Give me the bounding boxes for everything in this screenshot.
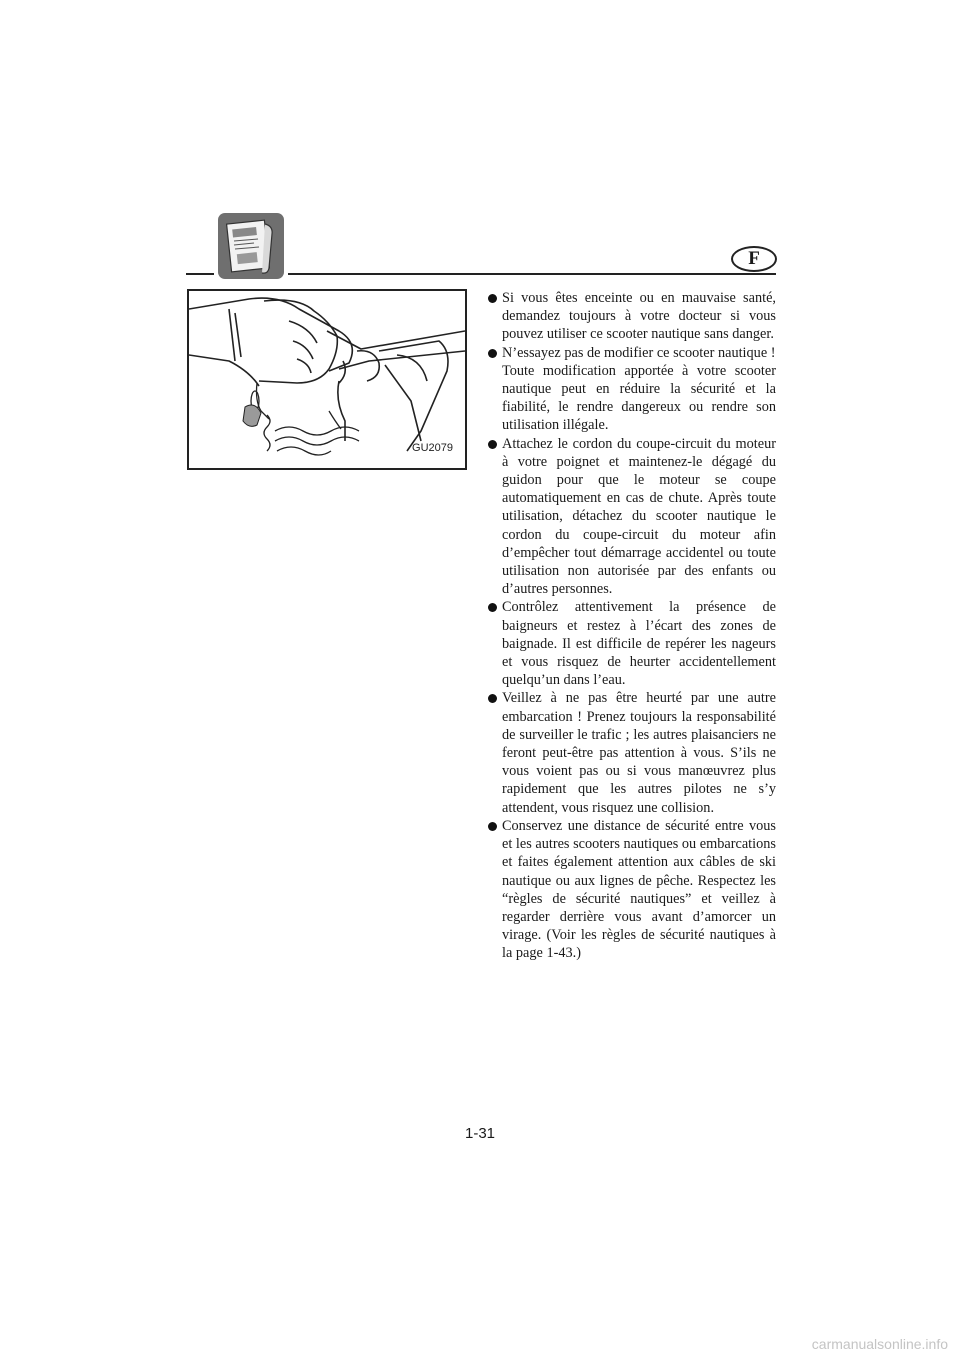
bullet-item [490,598,776,689]
bullet-item [490,344,776,435]
bullet-item [490,689,776,816]
bullet-item [490,817,776,963]
language-badge: F [731,246,777,272]
bullet-icon [488,349,497,358]
header-rule-left [186,273,214,275]
header-rule-right [288,273,776,275]
bullet-text: Conservez une distance de sécurité entre vous et les autres scooters nautiques ou embarcations et faites également attention aux câbles de ski nautique ou aux lignes de pêche. Respectez les “règles de sécurité nautiques” et veillez à regarder derrière vous avant d’amorcer un virage. (Voir les règles de sécurité nautiques à la page 1-43.) [502,817,776,962]
owner-manual-icon [218,213,284,279]
bullet-icon [488,294,497,303]
bullet-text: N’essayez pas de modifier ce scooter nautique ! [502,344,776,361]
safety-bullet-list [490,289,776,963]
bullet-item [490,435,776,599]
wrist-lanyard-illustration [187,289,467,470]
bullet-text: Attachez le cordon du coupe-circuit du moteur à votre poignet et maintenez-le dégagé du guidon pour que le moteur se coupe automatiquement en cas de chute. Après toute utilisation, détachez du scooter nautique le cordon du coupe-circuit du moteur afin d’empêcher tout démarrage accidentel ou toute utilisation non autorisée par des enfants ou d’autres personnes. [502,435,776,598]
bullet-item [490,289,776,344]
bullet-icon [488,822,497,831]
bullet-text: Toute modification apportée à votre scooter nautique peut en réduire la sécurité et la fiabilité, le rendre dangereux ou rendre son utilisation illégale. [502,362,776,434]
bullet-icon [488,694,497,703]
figure-label: GU2079 [412,442,453,454]
watermark: carmanualsonline.info [811,1336,948,1352]
bullet-icon [488,603,497,612]
bullet-text: Veillez à ne pas être heurté par une autre embarcation ! Prenez toujours la responsabilité de surveiller le trafic ; les autres plaisanciers ne feront peut-être pas attention à vous. S’ils ne vous voient pas ou si vous manœuvrez plus rapidement que les autres pilotes ne s’y attendent, vous risquez une collision. [502,690,776,816]
bullet-text: Si vous êtes enceinte ou en mauvaise santé, demandez toujours à votre docteur si vous pouvez utiliser ce scooter nautique sans danger. [502,290,776,343]
bullet-icon [488,440,497,449]
page-number: 1-31 [464,1125,496,1142]
bullet-text: Contrôlez attentivement la présence de baigneurs et restez à l’écart des zones de baignade. Il est difficile de repérer les nageurs et vous risquez de heurter accidentellement quelqu’un dans l’eau. [502,599,776,689]
